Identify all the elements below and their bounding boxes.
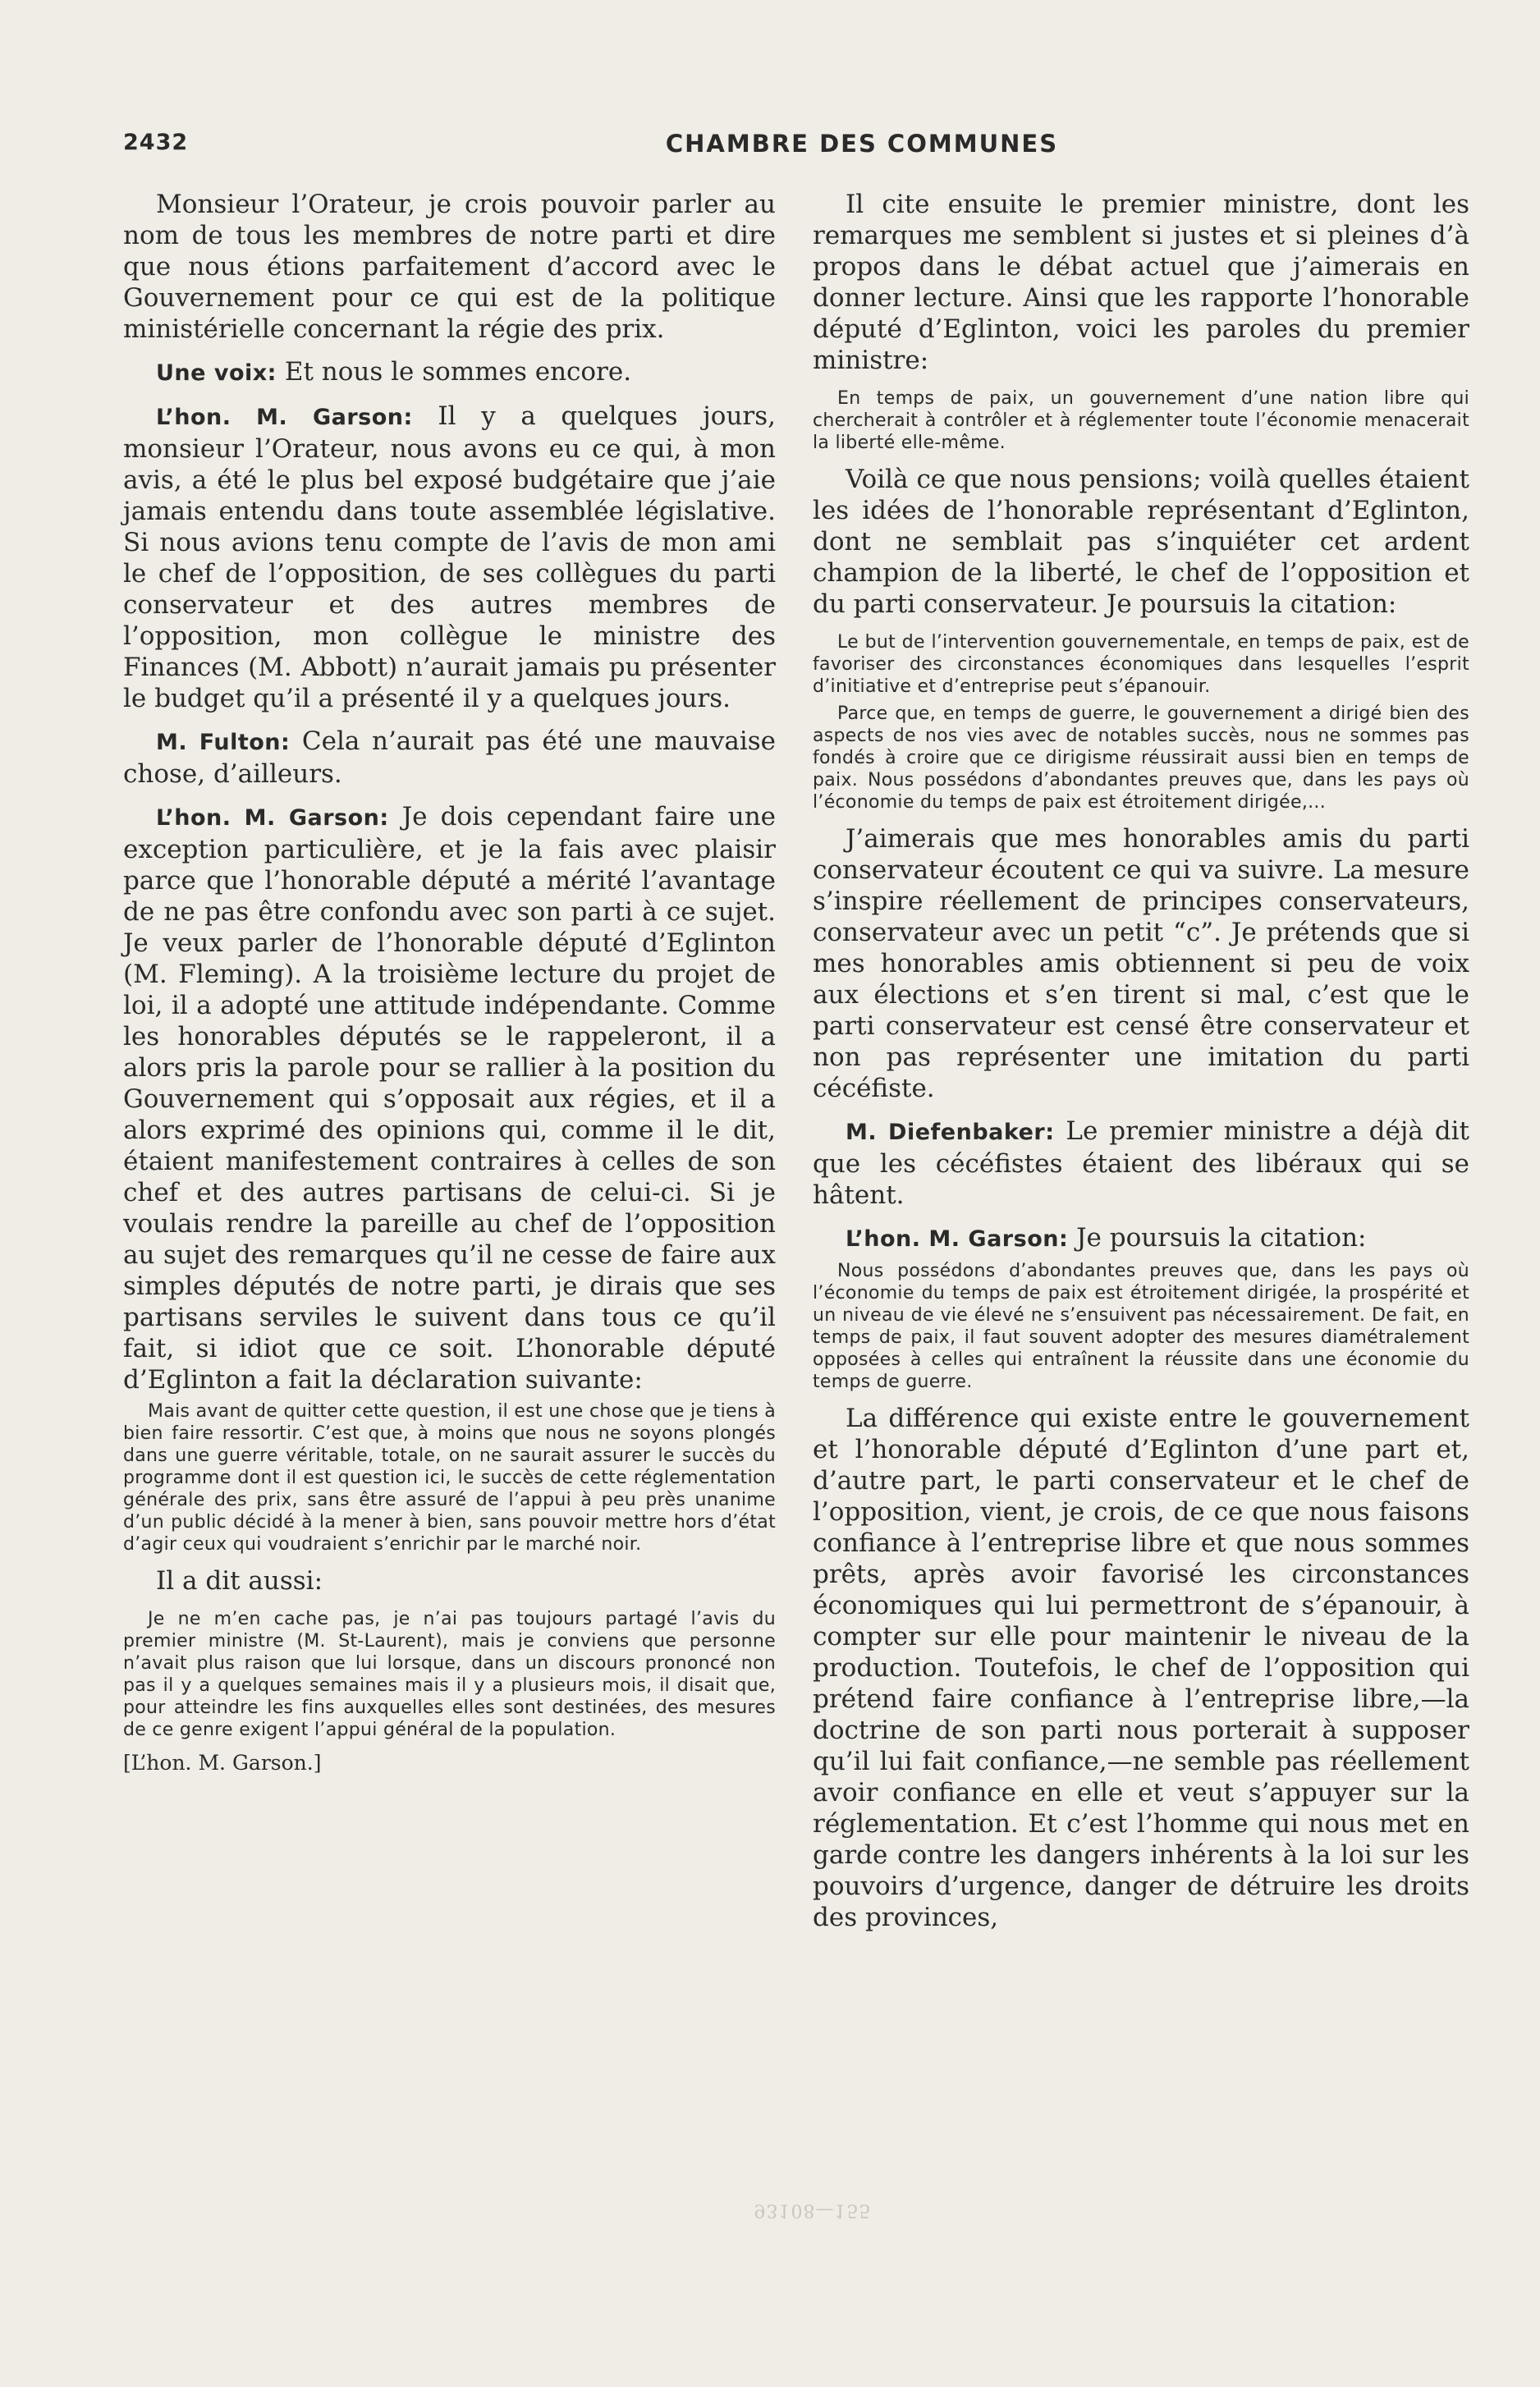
- speaker-attribution: [L’hon. M. Garson.]: [123, 1751, 322, 1775]
- running-title: CHAMBRE DES COMMUNES: [665, 130, 1059, 158]
- speaker-name: M. Diefenbaker:: [846, 1120, 1055, 1145]
- speech-garson-1: [123, 401, 776, 714]
- catalog-number: 93108—155: [754, 2200, 872, 2220]
- page-header: [123, 123, 1450, 172]
- speech-diefenbaker: [813, 1116, 1469, 1211]
- quotation-text: Nous possédons d’abondantes preuves que, dans les pays où l’économie du temps de paix est étroitement dirigée, la prospérité et un niveau de vie élevé ne s’ensuivent pas nécessairement. De fait, en temps de paix, il faut souvent adopter des mesures diamétralement opposées à celles qui entraînent la réussite dans une économie du temps de guerre.: [813, 1261, 1469, 1392]
- quotation-text: Le but de l’intervention gouvernementale, en temps de paix, est de favoriser des circonstances économiques dans lesquelles l’esprit d’initiative et d’entreprise peut s’épanouir.: [813, 632, 1469, 697]
- page-number: 2432: [123, 130, 189, 155]
- quotation-text: En temps de paix, un gouvernement d’une nation libre qui chercherait à contrôler et à réglementer toute l’économie menacerait la liberté elle-même.: [813, 388, 1469, 453]
- right-column: [813, 189, 1469, 1945]
- paragraph: La différence qui existe entre le gouvernement et l’honorable député d’Eglinton d’une part et, d’autre part, le parti conservateur et le chef de l’opposition, vient, je crois, de ce que nous faisons confiance à l’entreprise libre et que nous sommes prêts, après avoir favorisé les circonstances économiques qui lui permettront de s’épanouir, à compter sur elle pour maintenir le niveau de la production. Toutefois, le chef de l’opposition qui prétend faire confiance à l’entreprise libre,—la doctrine de son parti nous porterait à supposer qu’il lui fait confiance,—ne semble pas réellement avoir confiance en elle et veut s’appuyer sur la réglementation. Et c’est l’homme qui nous met en garde contre les dangers inhérents à la loi sur les pouvoirs d’urgence, danger de détruire les droits des provinces,: [813, 1404, 1469, 1932]
- speaker-name: L’hon. M. Garson:: [846, 1226, 1069, 1252]
- quotation: [813, 1260, 1469, 1393]
- quotation: [123, 1608, 776, 1741]
- speech-une-voix: [123, 356, 776, 389]
- left-column: [123, 189, 776, 1775]
- quotation-text: Je ne m’en cache pas, je n’ai pas toujours partagé l’avis du premier ministre (M. St-Laurent), mais je conviens que personne n’avait plus raison que lui lorsque, dans un discours prononcé non pas il y a quelques semaines mais il y a plusieurs mois, il disait que, pour atteindre les fins auxquelles elles sont destinées, des mesures de ce genre exigent l’appui général de la population.: [123, 1609, 776, 1740]
- quotation-text: Mais avant de quitter cette question, il est une chose que je tiens à bien faire ressortir. C’est que, à moins que nous ne soyons plongés dans une guerre véritable, totale, on ne saurait assurer le succès du programme dont il est question ici, le succès de cette réglementation générale des prix, sans être assuré de l’appui à peu près unanime d’un public décidé à la mener à bien, sans pouvoir mettre hors d’état d’agir ceux qui voudraient s’enrichir par le marché noir.: [123, 1401, 776, 1555]
- speech-text: Je poursuis la citation:: [1068, 1223, 1367, 1253]
- paragraph: Il a dit aussi:: [156, 1566, 323, 1596]
- quotation-text: Parce que, en temps de guerre, le gouvernement a dirigé bien des aspects de nos vies avec de notables succès, nous ne sommes pas fondés à croire que ce dirigisme réussirait aussi bien en temps de paix. Nous possédons d’abondantes preuves que, dans les pays où l’économie du temps de paix est étroitement dirigée,...: [813, 703, 1469, 813]
- quotation: [813, 387, 1469, 454]
- paragraph: J’aimerais que mes honorables amis du parti conservateur écoutent ce qui va suivre. La mesure s’inspire réellement de principes conservateurs, conservateur avec un petit “c”. Je prétends que si mes honorables amis obtiennent si peu de voix aux élections et s’en tirent si mal, c’est que le parti conservateur est censé être conservateur et non pas représenter une imitation du parti cécéfiste.: [813, 824, 1469, 1103]
- quotation: [813, 631, 1469, 813]
- speech-text: Et nous le sommes encore.: [276, 357, 632, 387]
- speech-garson-2: [123, 801, 776, 1395]
- speaker-name: M. Fulton:: [156, 730, 291, 755]
- speech-text: Le premier ministre a déjà dit que les cécéfistes étaient des libéraux qui se hâtent.: [813, 1116, 1469, 1210]
- speech-garson-3: [813, 1222, 1469, 1255]
- paragraph: Voilà ce que nous pensions; voilà quelles étaient les idées de l’honorable représentant d’Eglinton, dont ne semblait pas s’inquiéter cet ardent champion de la liberté, le chef de l’opposition et du parti conservateur. Je poursuis la citation:: [813, 465, 1469, 619]
- speech-text: Il y a quelques jours, monsieur l’Orateur, nous avons eu ce qui, à mon avis, a été le plus bel exposé budgétaire que j’aie jamais entendu dans toute assemblée législative. Si nous avions tenu compte de l’avis de mon ami le chef de l’opposition, de ses collègues du parti conservateur et des autres membres de l’opposition, mon collègue le ministre des Finances (M. Abbott) n’aurait jamais pu présenter le budget qu’il a présenté il y a quelques jours.: [123, 401, 776, 713]
- quotation: [123, 1400, 776, 1555]
- speaker-name: Une voix:: [156, 360, 277, 386]
- speaker-name: L’hon. M. Garson:: [156, 805, 389, 831]
- paragraph: Monsieur l’Orateur, je crois pouvoir parler au nom de tous les membres de notre parti et dire que nous étions parfaitement d’accord avec le Gouvernement pour ce qui est de la politique ministérielle concernant la régie des prix.: [123, 190, 776, 344]
- speech-fulton: [123, 726, 776, 790]
- speech-text: Cela n’aurait pas été une mauvaise chose, d’ailleurs.: [123, 726, 776, 789]
- paragraph: Il cite ensuite le premier ministre, dont les remarques me semblent si justes et si pleines d’à propos dans le débat actuel que j’aimerais en donner lecture. Ainsi que les rapporte l’honorable député d’Eglinton, voici les paroles du premier ministre:: [813, 190, 1469, 375]
- speech-text: Je dois cependant faire une exception particulière, et je la fais avec plaisir parce que l’honorable député a mérité l’avantage de ne pas être confondu avec son parti à ce sujet. Je veux parler de l’honorable député d’Eglinton (M. Fleming). A la troisième lecture du projet de loi, il a adopté une attitude indépendante. Comme les honorables députés se le rappeleront, il a alors pris la parole pour se rallier à la position du Gouvernement qui s’opposait aux régies, et il a alors exprimé des opinions qui, comme il le dit, étaient manifestement contraires à celles de son chef et des autres partisans de celui-ci. Si je voulais rendre la pareille au chef de l’opposition au sujet des remarques qu’il ne cesse de faire aux simples députés de notre parti, je dirais que ses partisans serviles le suivent dans tous ce qu’il fait, si idiot que ce soit. L’honorable député d’Eglinton a fait la déclaration suivante:: [123, 802, 777, 1395]
- speaker-name: L’hon. M. Garson:: [156, 405, 413, 430]
